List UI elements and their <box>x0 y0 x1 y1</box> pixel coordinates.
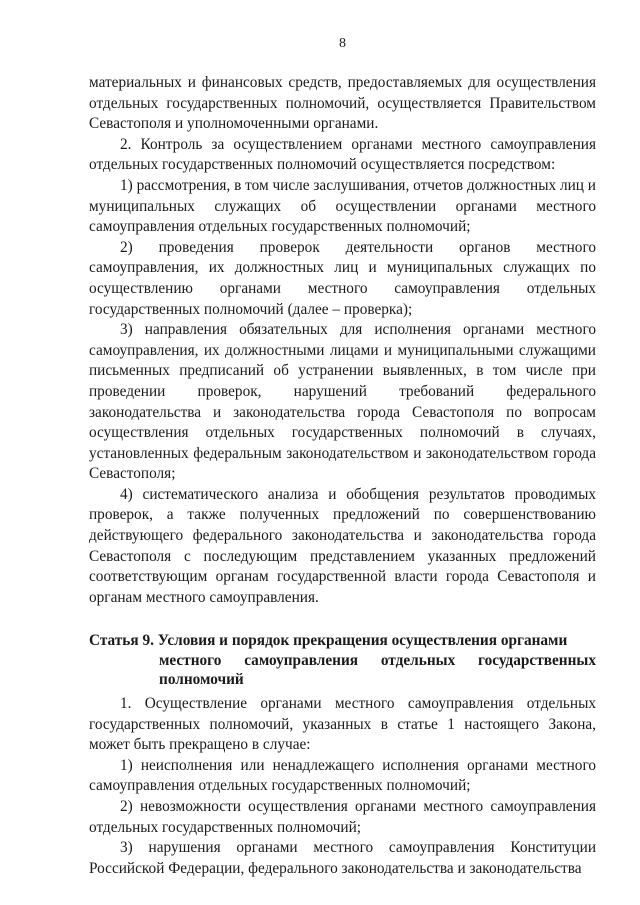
paragraph: 1. Осуществление органами местного самоуправления отдельных государственных полномочий, указанных в статье 1 настоящего Закона, может быть прекращено в случае: <box>89 694 596 754</box>
paragraphs-before <box>89 73 596 608</box>
paragraph: 4) систематического анализа и обобщения результатов проводимых проверок, а также полученных предложений по совершенствованию действующего федерального законодательства и законодательства города Севастополя с последующим представлением указанных предложений соответствующим органам государственной власти города Севастополя и органам местного самоуправления. <box>89 485 596 606</box>
paragraph: материальных и финансовых средств, предоставляемых для осуществления отдельных государственных полномочий, осуществляется Правительством Севастополя и уполномоченными органами. <box>89 74 596 133</box>
article-heading-rest: местного самоуправления отдельных государственных полномочий <box>159 651 596 689</box>
paragraphs-after <box>89 694 596 879</box>
page-number: 8 <box>339 36 346 51</box>
paragraph: 2) невозможности осуществления органами местного самоуправления отдельных государственных полномочий; <box>89 797 596 836</box>
paragraph: 2) проведения проверок деятельности органов местного самоуправления, их должностных лиц и муниципальных служащих по осуществлению органами местного самоуправления отдельных государственных полномочий (далее – проверка); <box>89 238 596 318</box>
paragraph: 2. Контроль за осуществлением органами местного самоуправления отдельных государственных полномочий осуществляется посредством: <box>89 135 596 174</box>
paragraph: 3) направления обязательных для исполнения органами местного самоуправления, их должностными лицами и муниципальными служащими письменных предписаний об устранении выявленных, в том числе при проведении проверок, нарушений требований федерального законодательства и законодательства города Севастополя по вопросам осуществления отдельных государственных полномочий в случаях, установленных федеральным законодательством и законодательством города Севастополя; <box>89 321 596 483</box>
paragraph: 1) рассмотрения, в том числе заслушивания, отчетов должностных лиц и муниципальных служащих об осуществлении органами местного самоуправления отдельных государственных полномочий; <box>89 176 596 236</box>
article-heading-line1: Статья 9. Условия и порядок прекращения осуществления органами <box>89 632 568 650</box>
paragraph: 1) неисполнения или ненадлежащего исполнения органами местного самоуправления отдельных государственных полномочий; <box>89 756 596 795</box>
document-body <box>89 73 596 879</box>
paragraph: 3) нарушения органами местного самоуправления Конституции Российской Федерации, федерального законодательства и законодательства <box>89 839 596 877</box>
article-heading <box>89 631 596 690</box>
